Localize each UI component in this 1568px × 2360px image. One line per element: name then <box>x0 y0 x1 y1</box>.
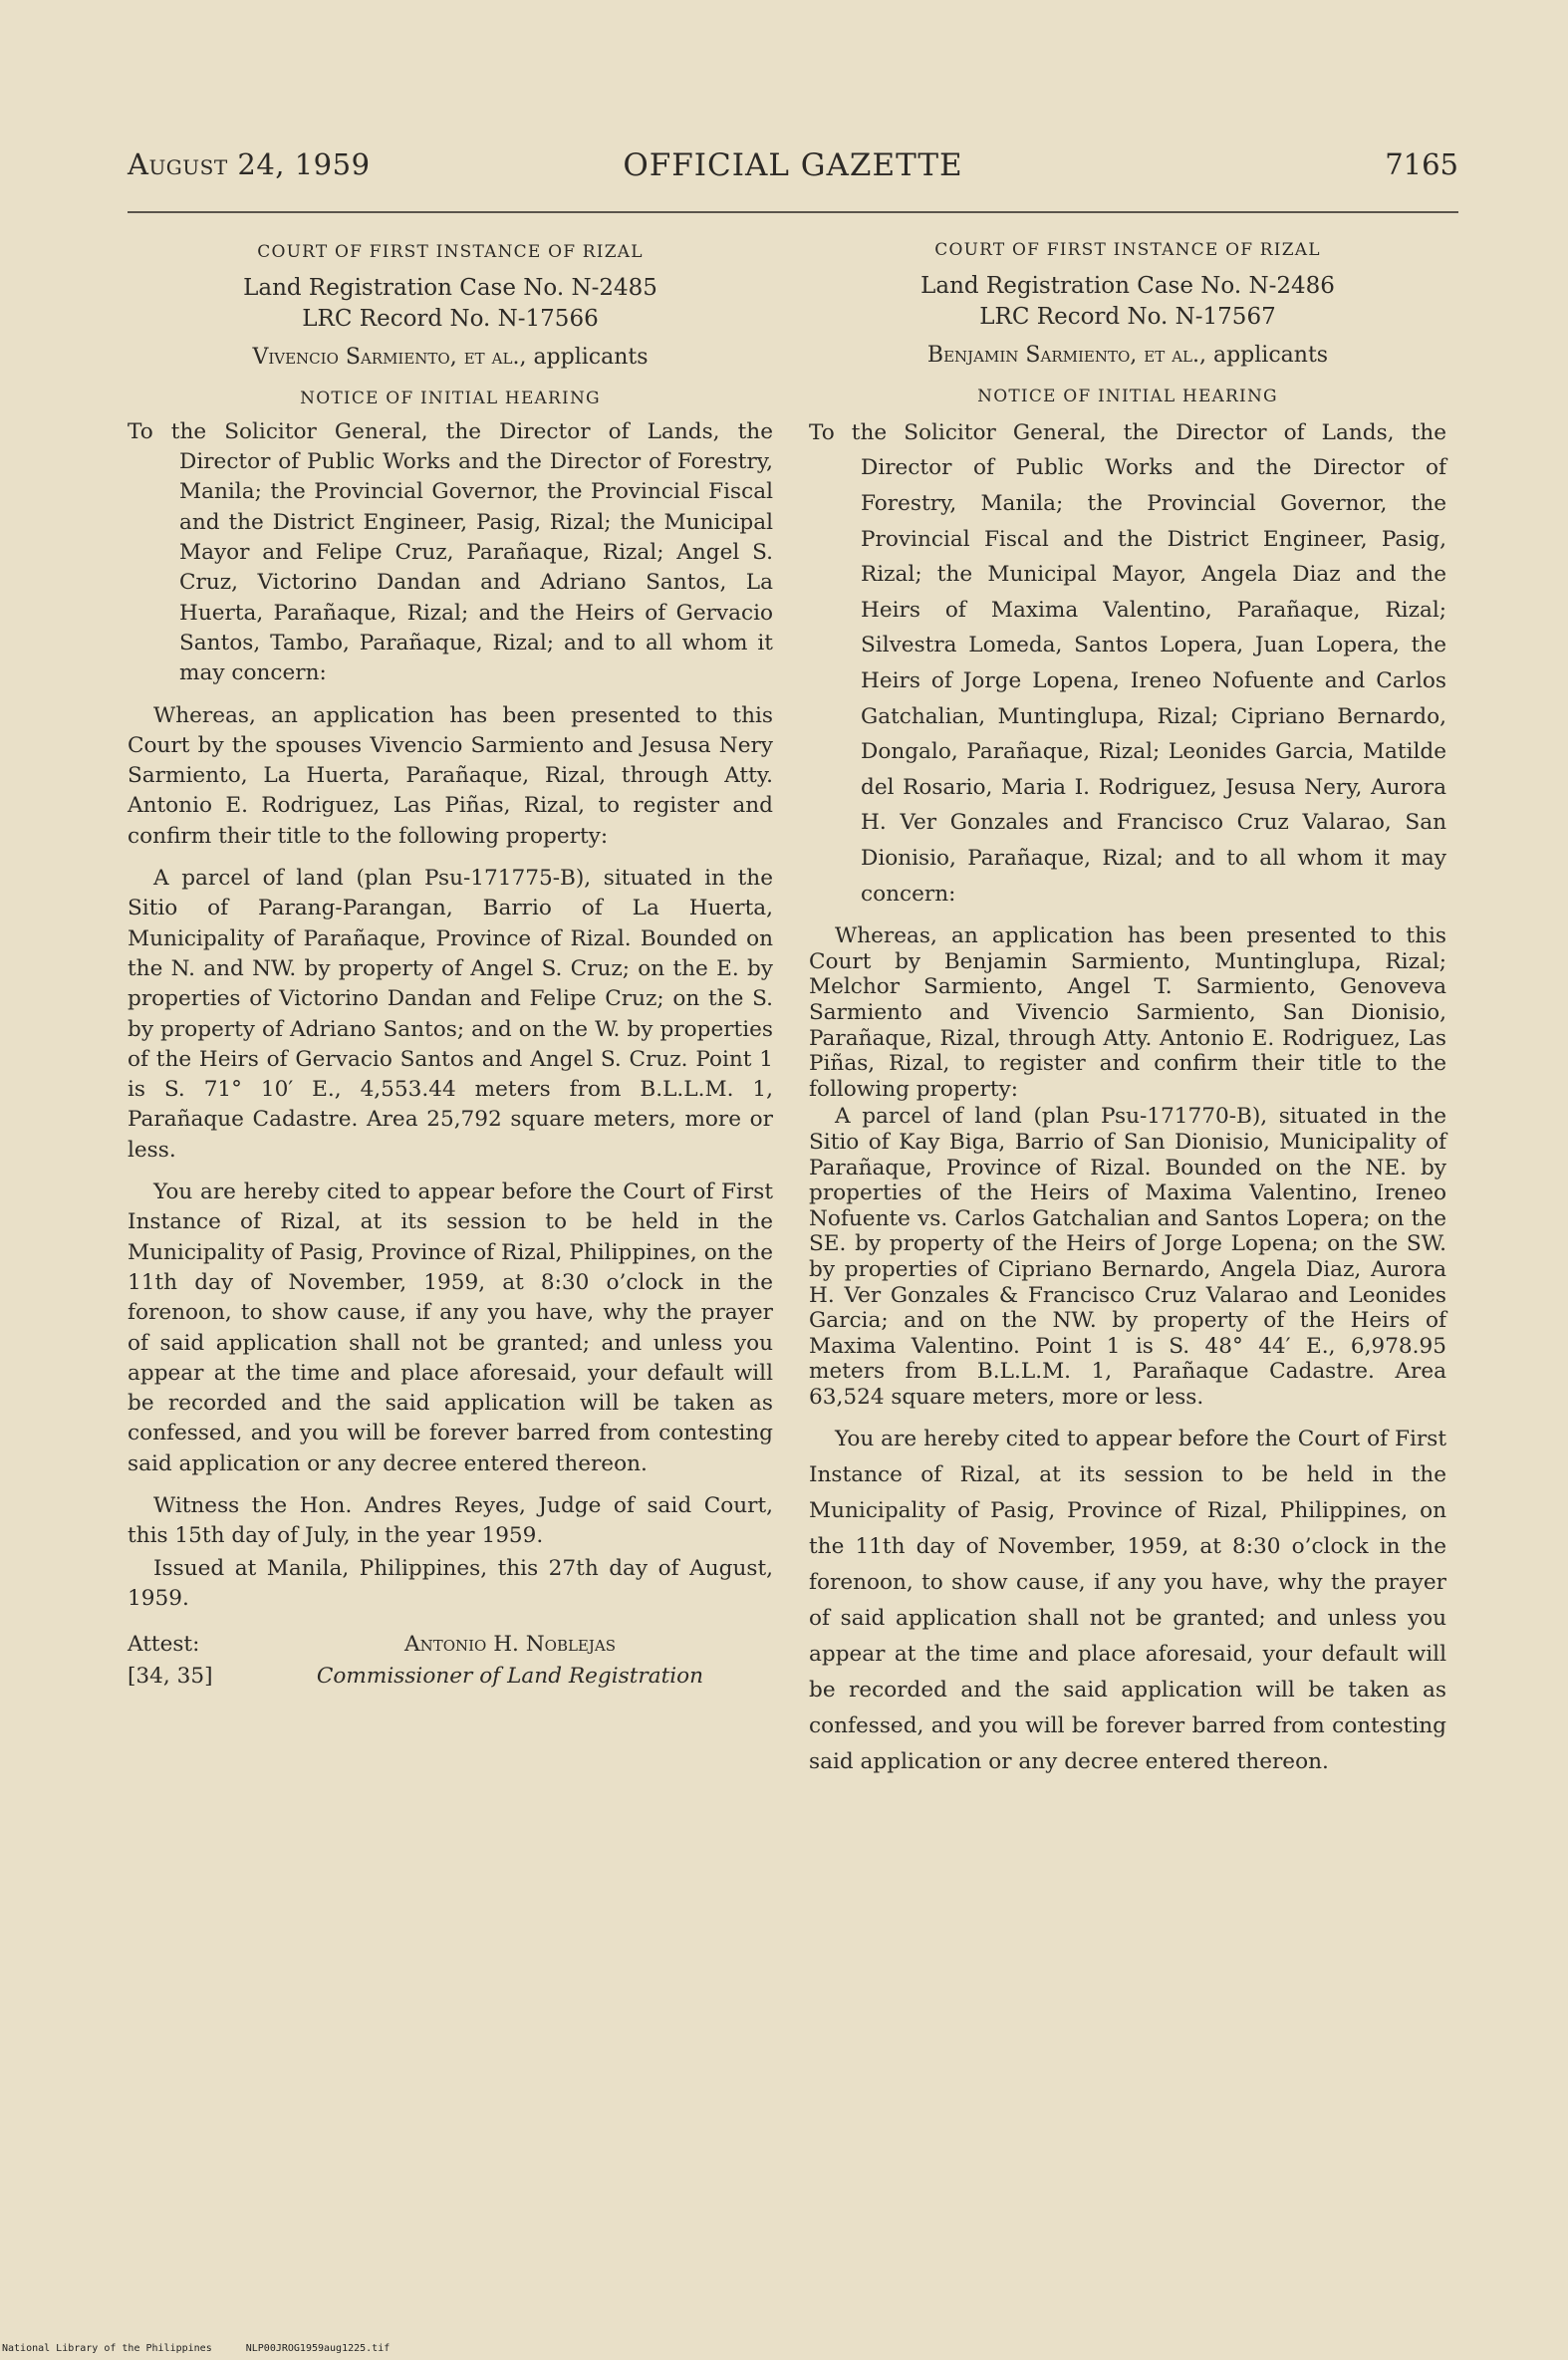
application-paragraph: Whereas, an application has been presented to this Court by the spouses Vivencio Sarmiento and Jesusa Nery Sarmiento, La Huerta, Parañaque, Rizal, through Atty. Antonio E. Rodriguez, Las Piñas, Rizal, to register and confirm their title to the following property: <box>128 702 773 849</box>
application-paragraph: Whereas, an application has been presented to this Court by Benjamin Sarmiento, Muntinglupa, Rizal; Melchor Sarmiento, Angel T. Sarmiento, Genoveva Sarmiento and Vivencio Sarmiento, San Dionisio, Parañaque, Rizal, through Atty. Antonio E. Rodriguez, Las Piñas, Rizal, to register and confirm their title to the following property: <box>809 923 1446 1102</box>
applicant-name: Vivencio Sarmiento, et al. <box>252 345 520 371</box>
applicant-role: , applicants <box>1199 343 1329 369</box>
summons-paragraph: You are hereby cited to appear before the Court of First Instance of Rizal, at its session to be held in the Municipality of Pasig, Province of Rizal, Philippines, on the 11th day of November, 1959, at 8:30 o’clock in the forenoon, to show cause, if any you have, why the prayer of said application shall not be granted; and unless you appear at the time and place aforesaid, your default will be recorded and the said application will be taken as confessed, and you will be forever barred from contesting said application or any decree entered thereon. <box>809 1427 1446 1775</box>
attest-label: Attest: <box>128 1632 200 1658</box>
summons-paragraph: You are hereby cited to appear before the Court of First Instance of Rizal, at its session to be held in the Municipality of Pasig, Province of Rizal, Philippines, on the 11th day of November, 1959, at 8:30 o’clock in the forenoon, to show cause, if any you have, why the prayer of said application shall not be granted; and unless you appear at the time and place aforesaid, your default will be recorded and the said application will be taken as confessed, and you will be forever barred from contesting said application or any decree entered thereon. <box>128 1180 773 1476</box>
signatory-name: Antonio H. Noblejas <box>403 1632 617 1658</box>
property-description: A parcel of land (plan Psu-171770-B), situated in the Sitio of Kay Biga, Barrio of San Dionisio, Municipality of Parañaque, Province of Rizal. Bounded on the NE. by properties of the Heirs of Maxima Valentino, Ireneo Nofuente vs. Carlos Gatchalian and Santos Lopera; on the SE. by property of the Heirs of Jorge Lopena; on the SW. by properties of Cipriano Bernardo, Angela Diaz, Aurora H. Ver Gonzales & Francisco Cruz Valarao and Leonides Garcia; and on the NW. by property of the Heirs of Maxima Valentino. Point 1 is S. 48° 44′ E., 6,978.95 meters from B.L.L.M. 1, Parañaque Cadastre. Area 63,524 square meters, more or less. <box>809 1104 1446 1410</box>
issue-reference: [34, 35] <box>128 1664 213 1690</box>
case-number: Land Registration Case No. N-2485 <box>243 275 657 302</box>
attestation-block <box>128 1630 773 1693</box>
applicants <box>809 341 1446 371</box>
page-header <box>128 147 1458 197</box>
page-number: 7165 <box>1385 147 1458 181</box>
applicant-role: , applicants <box>519 345 649 371</box>
right-column <box>809 235 1446 1780</box>
publication-title: OFFICIAL GAZETTE <box>623 147 963 183</box>
applicants <box>128 343 773 373</box>
notice-addressees: To the Solicitor General, the Director of Lands, the Director of Public Works and the Director of Forestry, Manila; the Provincial Governor, the Provincial Fiscal and the District Engineer, Pasig, Rizal; the Municipal Mayor and Felipe Cruz, Parañaque, Rizal; Angel S. Cruz, Victorino Dandan and Adriano Santos, La Huerta, Parañaque, Rizal; and the Heirs of Gervacio Santos, Tambo, Parañaque, Rizal; and to all whom it may concern: <box>128 418 773 686</box>
record-number: LRC Record No. N-17566 <box>302 306 599 333</box>
witness-paragraph: Witness the Hon. Andres Reyes, Judge of said Court, this 15th day of July, in the year 1959. <box>128 1492 773 1549</box>
signatory-title: Commissioner of Land Registration <box>316 1664 704 1690</box>
court-name: COURT OF FIRST INSTANCE OF RIZAL <box>257 242 644 262</box>
applicant-name: Benjamin Sarmiento, et al. <box>926 343 1199 369</box>
notice-heading: NOTICE OF INITIAL HEARING <box>977 386 1278 406</box>
scan-filename: NLP00JROG1959aug1225.tif <box>245 2343 391 2354</box>
court-name: COURT OF FIRST INSTANCE OF RIZAL <box>934 240 1321 260</box>
notice-heading: NOTICE OF INITIAL HEARING <box>300 388 601 408</box>
notice-addressees: To the Solicitor General, the Director of Lands, the Director of Public Works and the Director of Forestry, Manila; the Provincial Governor, the Provincial Fiscal and the District Engineer, Pasig, Rizal; the Municipal Mayor, Angela Diaz and the Heirs of Maxima Valentino, Parañaque, Rizal; Silvestra Lomeda, Santos Lopera, Juan Lopera, the Heirs of Jorge Lopena, Ireneo Nofuente and Carlos Gatchalian, Muntinglupa, Rizal; Cipriano Bernardo, Dongalo, Parañaque, Rizal; Leonides Garcia, Matilde del Rosario, Maria I. Rodriguez, Jesusa Nery, Aurora H. Ver Gonzales and Francisco Cruz Valarao, San Dionisio, Parañaque, Rizal; and to all whom it may concern: <box>809 419 1446 907</box>
issue-date: August 24, 1959 <box>128 147 371 181</box>
case-number: Land Registration Case No. N-2486 <box>920 273 1335 300</box>
issued-paragraph: Issued at Manila, Philippines, this 27th day of August, 1959. <box>128 1555 773 1611</box>
header-rule <box>128 211 1458 213</box>
record-number: LRC Record No. N-17567 <box>979 304 1276 331</box>
scan-footer <box>2 2343 417 2354</box>
left-column <box>128 237 773 1693</box>
property-description: A parcel of land (plan Psu-171775-B), situated in the Sitio of Parang-Parangan, Barrio of La Huerta, Municipality of Parañaque, Province of Rizal. Bounded on the N. and NW. by property of Angel S. Cruz; on the E. by properties of Victorino Dandan and Felipe Cruz; on the S. by property of Adriano Santos; and on the W. by properties of the Heirs of Gervacio Santos and Angel S. Cruz. Point 1 is S. 71° 10′ E., 4,553.44 meters from B.L.L.M. 1, Parañaque Cadastre. Area 25,792 square meters, more or less. <box>128 866 773 1163</box>
library-credit: National Library of the Philippines <box>2 2343 212 2354</box>
